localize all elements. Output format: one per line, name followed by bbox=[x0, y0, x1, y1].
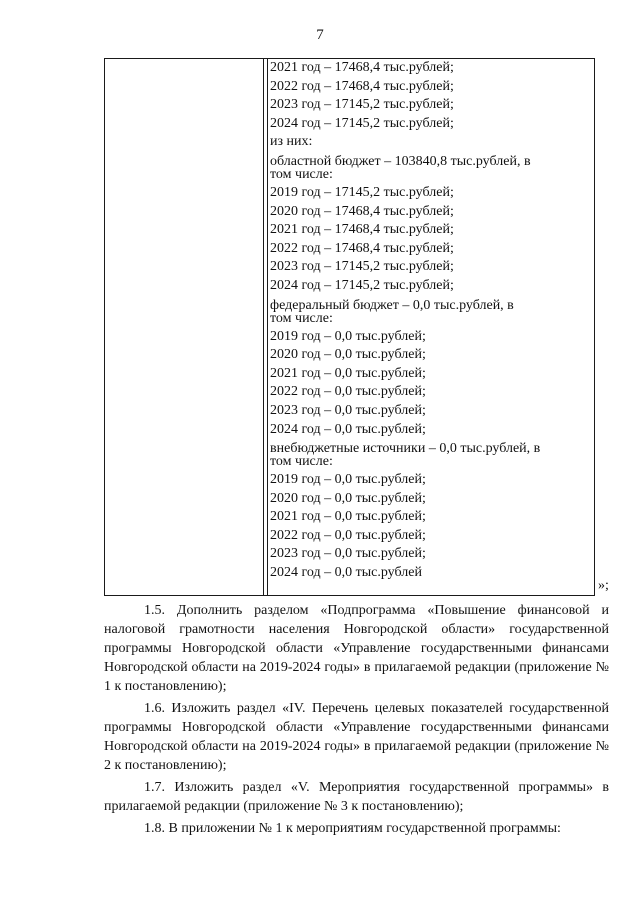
table-line: 2024 год – 17145,2 тыс.рублей; bbox=[270, 277, 454, 293]
table-line: 2021 год – 17468,4 тыс.рублей; bbox=[270, 60, 454, 75]
table-line: из них: bbox=[270, 134, 313, 150]
closing-quote: »; bbox=[598, 578, 609, 593]
page-number: 7 bbox=[316, 27, 324, 43]
table-line-source: областной бюджет – 103840,8 тыс.рублей, в том числе: bbox=[270, 153, 531, 182]
table-line: 2019 год – 0,0 тыс.рублей; bbox=[270, 472, 426, 488]
table-line: 2022 год – 0,0 тыс.рублей; bbox=[270, 384, 426, 400]
financing-table bbox=[104, 58, 595, 596]
paragraph-1-5: 1.5. Дополнить разделом «Подпрограмма «Повышение финансовой и налоговой грамотности населения Новгородской области» государственной программы Новгородской области «Управление государственными финансами Новгородской области на 2019-2024 годы» в прилагаемой редакции (приложение № 1 к постановлению); bbox=[104, 603, 609, 694]
table-line: 2023 год – 17145,2 тыс.рублей; bbox=[270, 259, 454, 275]
paragraph-1-8: 1.8. В приложении № 1 к мероприятиям государственной программы: bbox=[144, 821, 561, 836]
table-line: 2022 год – 17468,4 тыс.рублей; bbox=[270, 78, 454, 94]
paragraph-1-7: 1.7. Изложить раздел «V. Мероприятия государственной программы» в прилагаемой редакции (приложение № 3 к постановлению); bbox=[104, 780, 609, 814]
table-column-divider bbox=[263, 59, 264, 595]
table-inner-border bbox=[267, 59, 268, 595]
table-line: 2023 год – 0,0 тыс.рублей; bbox=[270, 546, 426, 562]
table-line: 2020 год – 17468,4 тыс.рублей; bbox=[270, 203, 454, 219]
table-line: 2021 год – 0,0 тыс.рублей; bbox=[270, 365, 426, 381]
table-line: 2019 год – 17145,2 тыс.рублей; bbox=[270, 184, 454, 200]
table-line-source: федеральный бюджет – 0,0 тыс.рублей, в том числе: bbox=[270, 297, 514, 326]
table-line-source: внебюджетные источники – 0,0 тыс.рублей, в том числе: bbox=[270, 441, 541, 470]
table-line: 2024 год – 0,0 тыс.рублей bbox=[270, 565, 422, 581]
paragraph-1-6: 1.6. Изложить раздел «IV. Перечень целевых показателей государственной программы Новгородской области «Управление государственными финансами Новгородской области на 2019-2024 годы» в прилагаемой редакции (приложение № 2 к постановлению); bbox=[104, 701, 609, 773]
table-line: 2023 год – 17145,2 тыс.рублей; bbox=[270, 97, 454, 113]
table-line: 2022 год – 17468,4 тыс.рублей; bbox=[270, 240, 454, 256]
table-line: 2024 год – 17145,2 тыс.рублей; bbox=[270, 115, 454, 131]
financing-cell bbox=[270, 59, 590, 583]
table-line: 2024 год – 0,0 тыс.рублей; bbox=[270, 421, 426, 437]
table-line: 2023 год – 0,0 тыс.рублей; bbox=[270, 402, 426, 418]
table-line: 2021 год – 17468,4 тыс.рублей; bbox=[270, 222, 454, 238]
table-line: 2020 год – 0,0 тыс.рублей; bbox=[270, 347, 426, 363]
table-line: 2019 год – 0,0 тыс.рублей; bbox=[270, 328, 426, 344]
table-line: 2022 год – 0,0 тыс.рублей; bbox=[270, 527, 426, 543]
table-line: 2021 год – 0,0 тыс.рублей; bbox=[270, 509, 426, 525]
body-text bbox=[104, 601, 609, 841]
table-line: 2020 год – 0,0 тыс.рублей; bbox=[270, 490, 426, 506]
